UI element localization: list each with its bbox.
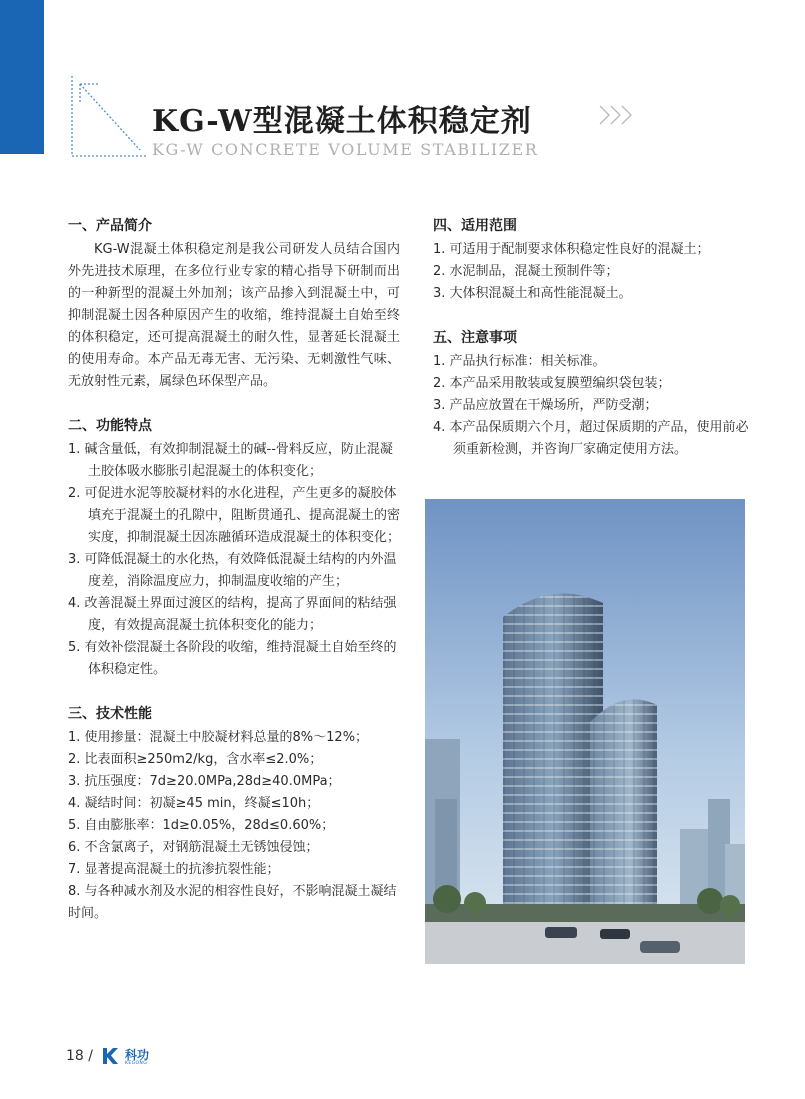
spec-item: 4. 凝结时间：初凝≥45 min，终凝≤10h； [68,796,320,811]
left-column [68,215,400,925]
brand-name: 科功 [125,1048,150,1062]
right-column [433,215,755,461]
note-item: 2. 本产品采用散装或复膜塑编织袋包装； [433,376,671,391]
chevron-right-icon [598,104,638,126]
scope-item: 2. 水泥制品，混凝土预制件等； [433,264,619,279]
spec-item: 1. 使用掺量：混凝土中胶凝材料总量的8%～12%； [68,730,369,745]
blue-corner-bar [0,0,44,154]
spec-item: 5. 自由膨胀率：1d≥0.05%，28d≤0.60%； [68,818,335,833]
building-photo [425,499,745,964]
page-subtitle: KG-W CONCRETE VOLUME STABILIZER [152,140,539,159]
scope-item: 3. 大体积混凝土和高性能混凝土。 [433,286,632,301]
spec-item: 7. 显著提高混凝土的抗渗抗裂性能； [68,862,280,877]
note-item: 1. 产品执行标准：相关标准。 [433,354,606,369]
section-heading-scope: 四、适用范围 [433,218,517,234]
feature-item: 5. 有效补偿混凝土各阶段的收缩，维持混凝土自始至终的体积稳定性。 [68,640,397,677]
spec-item: 8. 与各种减水剂及水泥的相容性良好，不影响混凝土凝结时间。 [68,884,397,921]
section-heading-features: 二、功能特点 [68,418,152,434]
intro-paragraph: KG-W混凝土体积稳定剂是我公司研发人员结合国内外先进技术原理，在多位行业专家的精心指导下研制而出的一种新型的混凝土外加剂；该产品掺入到混凝土中，可抑制混凝土因各种原因产生的收缩，维持混凝土自始至终的体积稳定，还可提高混凝土的耐久性，显著延长混凝土的使用寿命。本产品无毒无害、无污染、无刺激性气味、无放射性元素，属绿色环保型产品。 [68,242,400,389]
section-heading-notes: 五、注意事项 [433,330,517,346]
note-item: 3. 产品应放置在干燥场所，严防受潮； [433,398,658,413]
spec-item: 6. 不含氯离子，对钢筋混凝土无锈蚀侵蚀； [68,840,319,855]
spec-item: 3. 抗压强度：7d≥20.0MPa,28d≥40.0MPa； [68,774,341,789]
kegong-logo-icon [100,1046,122,1066]
page-number: 18 / [66,1048,93,1064]
feature-item: 4. 改善混凝土界面过渡区的结构，提高了界面间的粘结强度，有效提高混凝土抗体积变化的能力； [68,596,397,633]
section-heading-specs: 三、技术性能 [68,706,152,722]
spec-item: 2. 比表面积≥250m2/kg，含水率≤2.0%； [68,752,323,767]
feature-item: 3. 可降低混凝土的水化热，有效降低混凝土结构的内外温度差，消除温度应力，抑制温度收缩的产生； [68,552,397,589]
feature-item: 2. 可促进水泥等胶凝材料的水化进程，产生更多的凝胶体填充于混凝土的孔隙中，阻断贯通孔、提高混凝土的密实度，抑制混凝土因冻融循环造成混凝土的体积变化； [68,486,401,545]
feature-item: 1. 碱含量低，有效抑制混凝土的碱--骨料反应，防止混凝土胶体吸水膨胀引起混凝土的体积变化； [68,442,393,479]
note-item: 4. 本产品保质期六个月，超过保质期的产品，使用前必须重新检测，并咨询厂家确定使用方法。 [433,420,749,457]
page-title: KG-W型混凝土体积稳定剂 [152,104,532,139]
brand-name-en: KEGONG [125,1061,148,1066]
dotted-arrow-decoration [70,74,150,160]
scope-item: 1. 可适用于配制要求体积稳定性良好的混凝土； [433,242,710,257]
section-heading-intro: 一、产品简介 [68,218,152,234]
